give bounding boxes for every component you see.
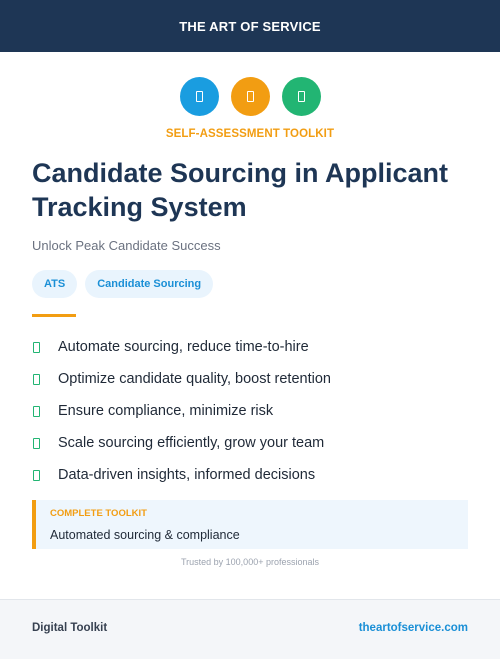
- benefit-text: Automate sourcing, reduce time-to-hire: [58, 339, 309, 355]
- benefit-text: Optimize candidate quality, boost retention: [58, 371, 331, 387]
- benefit-text: Data-driven insights, informed decisions: [58, 467, 316, 483]
- benefit-list: [32, 331, 331, 491]
- icon-row: [0, 77, 500, 116]
- tag-ats[interactable]: ATS: [32, 270, 77, 298]
- accent-divider: [32, 314, 76, 317]
- list-item: [32, 395, 331, 427]
- trust-note: Trusted by 100,000+ professionals: [180, 557, 319, 567]
- toolkit-kicker: SELF-ASSESSMENT TOOLKIT: [165, 128, 335, 140]
- green-icon: [282, 77, 321, 116]
- callout-value: Automated sourcing & compliance: [50, 528, 240, 542]
- check-icon: [33, 438, 40, 449]
- page-title: Candidate Sourcing in Applicant Tracking System: [32, 158, 449, 222]
- check-icon: [33, 406, 40, 417]
- list-item: [32, 459, 331, 491]
- list-item: [32, 331, 331, 363]
- benefit-text: Ensure compliance, minimize risk: [58, 403, 274, 419]
- top-banner: [0, 0, 500, 52]
- list-item: [32, 427, 331, 459]
- check-icon: [33, 342, 40, 353]
- footer: [0, 599, 500, 659]
- toolkit-callout: [32, 500, 468, 549]
- list-item: [32, 363, 331, 395]
- footer-label: Digital Toolkit: [32, 622, 108, 634]
- check-icon: [33, 470, 40, 481]
- tag-candidate-sourcing[interactable]: Candidate Sourcing: [85, 270, 213, 298]
- page-subtitle: Unlock Peak Candidate Success: [32, 238, 221, 253]
- tag-list: [32, 270, 213, 298]
- blue-icon: [180, 77, 219, 116]
- benefit-text: Scale sourcing efficiently, grow your team: [58, 435, 325, 451]
- website-link[interactable]: theartofservice.com: [358, 622, 468, 634]
- check-icon: [33, 374, 40, 385]
- orange-icon: [231, 77, 270, 116]
- brand-name: THE ART OF SERVICE: [179, 18, 321, 34]
- callout-label: COMPLETE TOOLKIT: [50, 508, 147, 519]
